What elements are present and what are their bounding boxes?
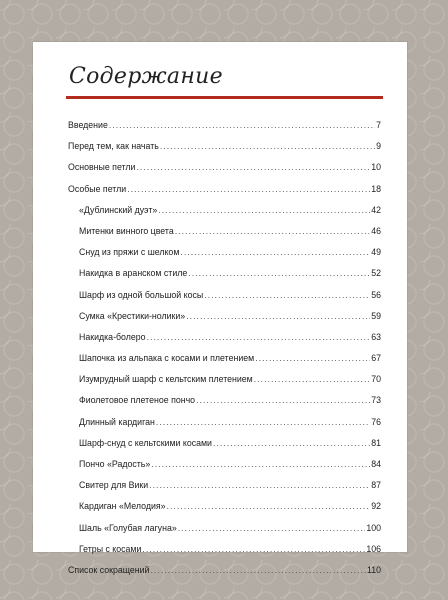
toc-leader bbox=[149, 480, 370, 490]
toc-leader bbox=[127, 184, 370, 194]
toc-entry-big-cable-scarf[interactable] bbox=[68, 290, 381, 311]
toc-entry-joy-poncho[interactable] bbox=[68, 459, 381, 480]
toc-page: 81 bbox=[371, 437, 381, 448]
toc-entry-melody-cardigan[interactable] bbox=[68, 501, 381, 522]
toc-leader bbox=[213, 438, 370, 448]
toc-page: 100 bbox=[366, 522, 381, 533]
toc-page: 73 bbox=[371, 395, 381, 406]
toc-label: Шапочка из альпака с косами и плетением bbox=[79, 353, 255, 364]
toc-label: Перед тем, как начать bbox=[68, 141, 159, 152]
toc-entry-alpaca-hat[interactable] bbox=[68, 353, 381, 374]
toc-entry-silk-snood[interactable] bbox=[68, 247, 381, 268]
toc-label: Основные петли bbox=[68, 162, 136, 173]
toc-entry-before-start[interactable] bbox=[68, 141, 381, 162]
toc-entry-abbreviations[interactable] bbox=[68, 565, 381, 586]
toc-page: 92 bbox=[371, 501, 381, 512]
toc-label: Гетры с косами bbox=[79, 543, 142, 554]
toc-entry-special-stitches[interactable] bbox=[68, 184, 381, 205]
toc-label: Введение bbox=[68, 120, 108, 130]
toc-leader bbox=[158, 205, 370, 215]
toc-page: 49 bbox=[371, 247, 381, 258]
toc-page: 106 bbox=[366, 543, 381, 554]
toc-leader bbox=[147, 332, 371, 342]
toc-label: Накидка в аранском стиле bbox=[79, 268, 188, 279]
toc-entry-dublin-duet[interactable] bbox=[68, 205, 381, 226]
toc-entry-long-cardigan[interactable] bbox=[68, 417, 381, 438]
toc-page: 59 bbox=[371, 310, 381, 321]
toc-label: Накидка-болеро bbox=[79, 331, 146, 342]
toc-entry-vicky-sweater[interactable] bbox=[68, 480, 381, 501]
toc-entry-cable-gaiters[interactable] bbox=[68, 544, 381, 565]
toc-leader bbox=[142, 544, 365, 554]
toc-page: 46 bbox=[371, 225, 381, 236]
toc-leader bbox=[188, 268, 370, 278]
page-title: Содержание bbox=[69, 64, 223, 89]
toc-entry-celtic-snood[interactable] bbox=[68, 438, 381, 459]
toc-page: 52 bbox=[371, 268, 381, 279]
toc-entry-blue-lagoon-shawl[interactable] bbox=[68, 523, 381, 544]
toc-entry-bolero-wrap[interactable] bbox=[68, 332, 381, 353]
toc-leader bbox=[196, 395, 370, 405]
toc-entry-wine-mittens[interactable] bbox=[68, 226, 381, 247]
toc-page: 56 bbox=[371, 289, 381, 300]
toc-label: Кардиган «Мелодия» bbox=[79, 501, 166, 512]
toc-leader bbox=[178, 523, 366, 533]
toc-page: 110 bbox=[366, 564, 381, 575]
book-page bbox=[33, 42, 407, 575]
toc-label: Пончо «Радость» bbox=[79, 459, 151, 469]
toc-label: Изумрудный шарф с кельтским плетением bbox=[79, 374, 253, 385]
title-rule bbox=[66, 96, 383, 99]
toc-page: 9 bbox=[376, 141, 381, 152]
toc-entry-emerald-scarf[interactable] bbox=[68, 374, 381, 395]
toc-label: Длинный кардиган bbox=[79, 416, 155, 427]
toc-entry-introduction[interactable] bbox=[68, 120, 381, 141]
toc-entry-tic-tac-toe-bag[interactable] bbox=[68, 311, 381, 332]
toc-leader bbox=[167, 501, 371, 511]
toc-label: Список сокращений bbox=[68, 564, 150, 575]
toc-label: Свитер для Вики bbox=[79, 480, 149, 491]
toc-page: 18 bbox=[371, 183, 381, 194]
toc-leader bbox=[150, 565, 366, 575]
toc-label: Митенки винного цвета bbox=[79, 225, 174, 236]
toc-page: 76 bbox=[371, 416, 381, 427]
toc-leader bbox=[136, 162, 370, 172]
toc-page: 84 bbox=[371, 459, 381, 469]
toc-leader bbox=[180, 247, 370, 257]
table-of-contents bbox=[68, 120, 381, 586]
toc-entry-purple-poncho[interactable] bbox=[68, 395, 381, 416]
toc-page: 10 bbox=[371, 162, 381, 173]
toc-leader bbox=[204, 290, 370, 300]
toc-label: Снуд из пряжи с шелком bbox=[79, 247, 180, 258]
toc-page: 70 bbox=[371, 374, 381, 385]
toc-label: Шарф из одной большой косы bbox=[79, 289, 204, 300]
toc-page: 87 bbox=[371, 480, 381, 491]
toc-page: 7 bbox=[376, 120, 381, 130]
toc-leader bbox=[255, 353, 370, 363]
toc-label: «Дублинский дуэт» bbox=[79, 204, 158, 215]
toc-page: 67 bbox=[371, 353, 381, 364]
toc-entry-basic-stitches[interactable] bbox=[68, 162, 381, 183]
toc-leader bbox=[151, 459, 370, 469]
toc-page: 63 bbox=[371, 331, 381, 342]
toc-label: Шарф-снуд с кельтскими косами bbox=[79, 437, 212, 448]
toc-entry-aran-wrap[interactable] bbox=[68, 268, 381, 289]
toc-leader bbox=[109, 120, 375, 130]
toc-page: 42 bbox=[371, 204, 381, 215]
toc-leader bbox=[186, 311, 370, 321]
toc-label: Шаль «Голубая лагуна» bbox=[79, 522, 177, 533]
toc-leader bbox=[156, 417, 370, 427]
toc-label: Фиолетовое плетеное пончо bbox=[79, 395, 196, 406]
toc-leader bbox=[175, 226, 370, 236]
toc-leader bbox=[160, 141, 375, 151]
toc-label: Сумка «Крестики-нолики» bbox=[79, 310, 186, 321]
toc-label: Особые петли bbox=[68, 183, 127, 194]
toc-leader bbox=[254, 374, 370, 384]
